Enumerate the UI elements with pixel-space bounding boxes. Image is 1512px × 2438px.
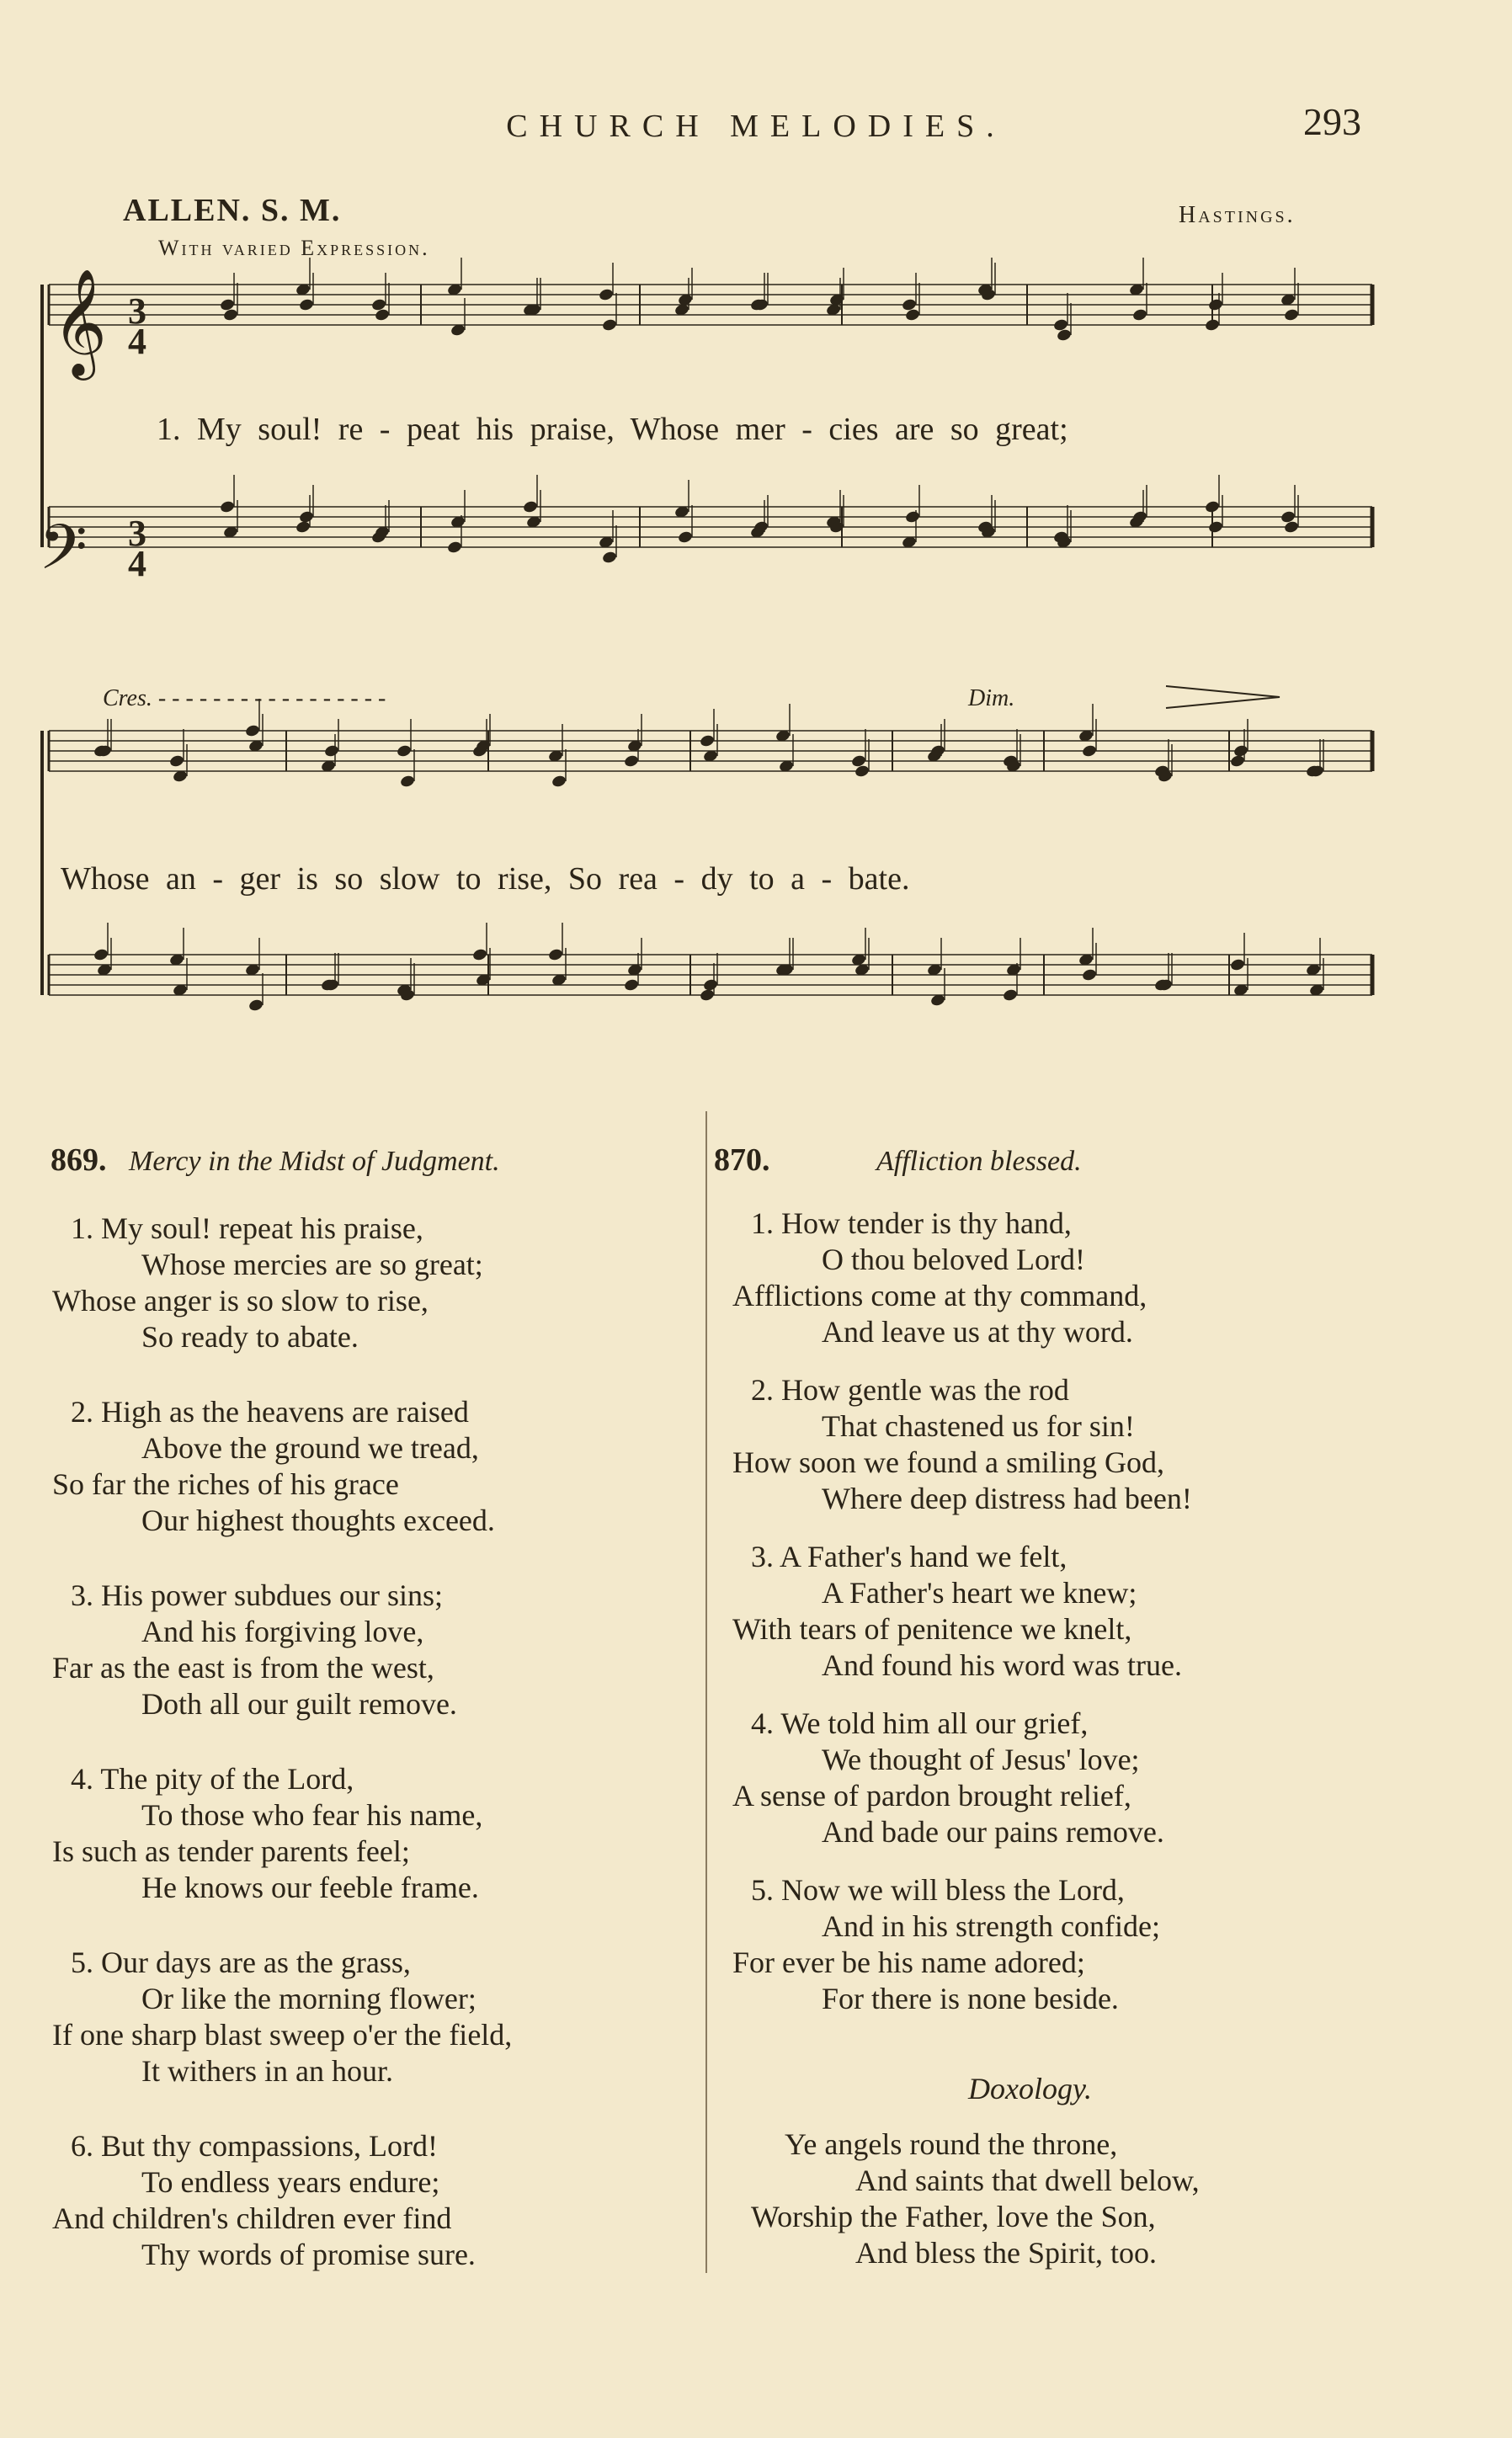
stanza-line: Doth all our guilt remove.: [141, 1687, 457, 1721]
notehead: [1204, 500, 1220, 514]
crescendo-marking: Cres. - - - - - - - - - - - - - - - - -: [103, 685, 386, 711]
notehead: [1229, 958, 1245, 972]
notehead: [551, 775, 567, 789]
notehead: [1283, 308, 1299, 322]
stanza-line: And in his strength confide;: [822, 1909, 1160, 1943]
stanza-line: Thy words of promise sure.: [141, 2238, 476, 2271]
notehead: [244, 724, 260, 738]
hymn870-stanza-2: [732, 1372, 1192, 1517]
notehead: [1081, 744, 1097, 759]
treble-clef-icon: 𝄞: [52, 268, 108, 375]
notehead: [1232, 744, 1248, 759]
hymn869-stanza-1: [52, 1211, 483, 1355]
stanza-line: He knows our feeble frame.: [141, 1871, 479, 1904]
stanza-line: 2. High as the heavens are raised: [71, 1395, 469, 1429]
notehead: [219, 500, 235, 514]
stanza-line: A Father's heart we knew;: [822, 1576, 1137, 1610]
stanza-line: 1. My soul! repeat his praise,: [71, 1211, 423, 1245]
notehead: [1081, 968, 1097, 982]
notehead: [623, 978, 639, 993]
stanza-line: For ever be his name adored;: [732, 1946, 1085, 1979]
notehead: [1229, 754, 1245, 769]
stanza-line: If one sharp blast sweep o'er the field,: [52, 2018, 513, 2052]
hymn-869-heading: [51, 1142, 500, 1179]
stanza-line: Ye angels round the throne,: [785, 2127, 1118, 2161]
stanza-line: Whose mercies are so great;: [141, 1248, 483, 1281]
stanza-line: Far as the east is from the west,: [52, 1651, 434, 1685]
bass-clef-icon: 𝄢: [39, 511, 88, 599]
hymn869-stanza-6: [52, 2128, 476, 2273]
notehead: [601, 318, 617, 333]
decrescendo-hairpin: [1166, 686, 1280, 708]
stanza-line: Afflictions come at thy command,: [732, 1279, 1147, 1312]
stanza-line: Above the ground we tread,: [141, 1431, 479, 1465]
stanza-line: 4. We told him all our grief,: [751, 1706, 1089, 1740]
composer-name: Hastings.: [1179, 202, 1296, 228]
hymn-869-number: 869.: [51, 1142, 107, 1178]
notehead: [1207, 298, 1223, 312]
stanza-line: A sense of pardon brought relief,: [732, 1779, 1131, 1813]
stanza-line: With tears of penitence we knelt,: [732, 1612, 1132, 1646]
stanza-line: Our highest thoughts exceed.: [141, 1504, 495, 1537]
stanza-line: Where deep distress had been!: [822, 1482, 1192, 1515]
notehead: [471, 948, 487, 962]
notehead: [601, 551, 617, 565]
hymn870-stanza-1: [732, 1206, 1147, 1350]
hymn869-stanza-4: [52, 1761, 483, 1906]
notehead: [399, 775, 415, 789]
tune-name: ALLEN. S. M.: [123, 193, 342, 228]
notehead: [323, 744, 339, 759]
time-signature-top-2: 3: [128, 513, 146, 554]
stanza-line: And his forgiving love,: [141, 1615, 424, 1648]
stanza-line: 6. But thy compassions, Lord!: [71, 2129, 438, 2163]
stanza-line: 4. The pity of the Lord,: [71, 1762, 354, 1796]
hymn-869-title: Mercy in the Midst of Judgment.: [129, 1146, 500, 1177]
column-divider: [705, 1111, 707, 2273]
notehead: [1204, 318, 1220, 333]
hymn870-stanza-5: [732, 1872, 1160, 2017]
hymn870-stanza-4: [732, 1706, 1164, 1850]
notehead: [298, 298, 314, 312]
stanza-line: 1. How tender is thy hand,: [751, 1206, 1072, 1240]
notehead: [396, 744, 412, 759]
time-signature-bottom-1: 4: [128, 321, 146, 362]
stanza-line: For there is none beside.: [822, 1982, 1119, 2015]
notehead: [446, 540, 462, 555]
stanza-line: And found his word was true.: [822, 1648, 1182, 1682]
stanza-line: How soon we found a smiling God,: [732, 1445, 1164, 1479]
stanza-line: So ready to abate.: [141, 1320, 359, 1354]
running-title: CHURCH MELODIES.: [506, 109, 1006, 144]
hymn869-stanza-3: [52, 1578, 457, 1722]
notehead: [522, 500, 538, 514]
stanza-line: And leave us at thy word.: [822, 1315, 1133, 1349]
notehead: [699, 988, 715, 1003]
stanza-line: Or like the morning flower;: [141, 1982, 476, 2015]
page-number: 293: [1303, 100, 1361, 143]
stanza-line: 5. Our days are as the grass,: [71, 1946, 411, 1979]
notehead: [623, 754, 639, 769]
diminuendo-marking: Dim.: [968, 685, 1015, 711]
notehead: [168, 754, 184, 769]
notehead: [93, 948, 109, 962]
notehead: [702, 978, 718, 993]
notehead: [295, 520, 311, 535]
stanza-line: To endless years endure;: [141, 2165, 440, 2199]
notehead: [298, 510, 314, 524]
hymn870-stanza-3: [732, 1539, 1182, 1684]
stanza-line: It withers in an hour.: [141, 2054, 393, 2088]
hymn-870-title: Affliction blessed.: [876, 1146, 1082, 1177]
notehead: [677, 530, 693, 545]
doxology-stanza: [751, 2127, 1200, 2271]
notehead: [248, 998, 264, 1013]
expression-marking: With varied Expression.: [158, 236, 430, 260]
stanza-line: And bless the Spirit, too.: [855, 2236, 1157, 2270]
notehead: [904, 510, 920, 524]
stanza-line: So far the riches of his grace: [52, 1467, 399, 1501]
stanza-line: Is such as tender parents feel;: [52, 1834, 410, 1868]
stanza-line: To those who fear his name,: [141, 1798, 483, 1832]
stanza-line: Whose anger is so slow to rise,: [52, 1284, 429, 1317]
time-signature-top-1: 3: [128, 290, 146, 332]
stanza-line: Worship the Father, love the Son,: [751, 2200, 1156, 2233]
stanza-line: That chastened us for sin!: [822, 1409, 1135, 1443]
doxology-title: Doxology.: [968, 2072, 1092, 2105]
stanza-line: And saints that dwell below,: [855, 2164, 1200, 2197]
notehead: [1131, 308, 1147, 322]
stanza-line: 3. His power subdues our sins;: [71, 1578, 443, 1612]
stanza-line: 3. A Father's hand we felt,: [751, 1540, 1067, 1573]
music-lyrics-system-2: Whose an - ger is so slow to rise, So rea - dy to a - bate.: [61, 861, 910, 897]
notehead: [547, 948, 563, 962]
notehead: [1207, 520, 1223, 535]
stanza-line: And children's children ever find: [52, 2201, 452, 2235]
stanza-line: O thou beloved Lord!: [822, 1243, 1085, 1276]
hymn-870-number: 870.: [714, 1142, 770, 1178]
hymn869-stanza-5: [52, 1945, 513, 2089]
stanza-line: And bade our pains remove.: [822, 1815, 1164, 1849]
notehead: [699, 734, 715, 748]
stanza-line: We thought of Jesus' love;: [822, 1743, 1140, 1776]
notehead: [598, 288, 614, 302]
hymn-870-heading: [714, 1142, 1082, 1179]
stanza-line: 2. How gentle was the rod: [751, 1373, 1069, 1407]
music-score: [0, 0, 1512, 1094]
hymn869-stanza-2: [52, 1394, 495, 1539]
notehead: [1002, 988, 1018, 1003]
stanza-line: 5. Now we will bless the Lord,: [751, 1873, 1125, 1907]
time-signature-bottom-2: 4: [128, 543, 146, 584]
music-lyrics-system-1: 1. My soul! re - peat his praise, Whose mer - cies are so great;: [157, 412, 1068, 447]
